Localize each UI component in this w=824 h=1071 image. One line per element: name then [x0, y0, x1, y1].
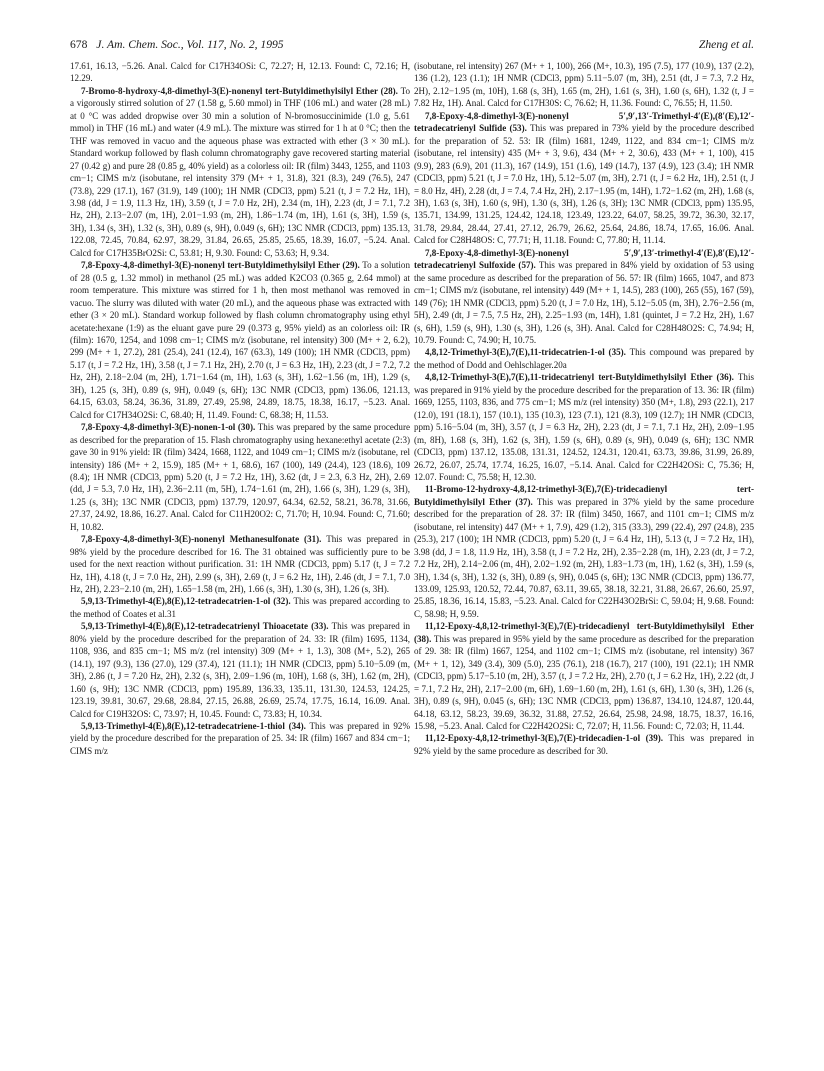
compound-heading: 11,12-Epoxy-4,8,12-trimethyl-3(E),7(E)-tridecadien-1-ol (39). [425, 733, 663, 744]
paragraph-body: This was prepared in 91% yield by the procedure described for the preparation of 13. 36: IR (film) 1669, 1255, 1103, 836, and 775 cm−1; MS m/z (rel intensity) 350 (M+, 1.8), 293 (22.1), 217 (12.0), 191 (18.1), 157 (10.1), 135 (10.3), 123 (7.1), 121 (8.3), 109 (12.7); 1H NMR (CDCl3, ppm) 5.16−5.04 (m, 3H), 3.57 (t, J = 6.3 Hz, 2H), 2.23 (dt, J = 7.1, 7.1 Hz, 2H), 2.09−1.95 (m, 8H), 1.68 (s, 3H), 1.62 (s, 3H), 1.59 (s, 6H), 0.89 (s, 9H), 0.049 (s, 6H); 13C NMR (CDCl3, ppm) 137.12, 135.08, 131.31, 124.52, 124.31, 120.41, 63.73, 39.86, 31.99, 26.89, 26.72, 26.07, 25.74, 17.74, 16.25, 16.07, −5.14. Anal. Calcd for C22H42OSi: C, 75.36; H, 12.07. Found: C, 75.58; H, 12.30. [414, 372, 754, 482]
compound-heading: 7-Bromo-8-hydroxy-4,8-dimethyl-3(E)-nonenyl tert-Butyldimethylsilyl Ether (28). [81, 85, 398, 96]
paragraph-body: This was prepared in 84% yield by oxidation of 53 using the same procedure as described for the preparation of 56. 57: IR (film) 1665, 1047, and 873 cm−1; CIMS m/z (isobutane, rel intensity) 449 (M+ + 1, 14.5), 283 (100), 265 (55), 167 (59), 149 (76); 1H NMR (CDCl3, ppm) 5.20 (t, J = 7.0 Hz, 1H), 5.12−5.05 (m, 3H), 2.76−2.56 (m, 5H), 2.49 (dt, J = 7.5, 7.5 Hz, 2H), 2.25−1.93 (m, 14H), 1.81 (quintet, J = 7.2 Hz, 2H), 1.67 (s, 6H), 1.59 (s, 9H), 1.30 (s, 3H), 1.26 (s, 3H). Anal. Calcd for C28H48O2S: C, 74.94; H, 10.79. Found: C, 74.90; H, 10.75. [414, 260, 754, 345]
paragraph [70, 595, 410, 620]
right-column [414, 60, 754, 1060]
page-number: 678 [70, 38, 88, 51]
journal-citation: J. Am. Chem. Soc., Vol. 117, No. 2, 1995 [96, 38, 284, 51]
paragraph [414, 620, 754, 732]
compound-heading: 11-Bromo-12-hydroxy-4,8,12-trimethyl-3(E),7(E)-tridecadienyl tert-Butyldimethylsilyl Ether (37). [414, 484, 754, 507]
compound-heading: 5,9,13-Trimethyl-4(E),8(E),12-tetradecatrienyl Thioacetate (33). [81, 621, 329, 632]
paragraph-body: This was prepared in 73% yield by the procedure described for the preparation of 52. 53: IR (film) 1681, 1249, 1122, and 834 cm−1; CIMS m/z (isobutane, rel intensity) 435 (M+ + 3, 9.6), 434 (M+ + 2, 30.6), 433 (M+ + 1, 100), 415 (9.9), 283 (6.9), 201 (11.3), 167 (14.9), 151 (1.6), 149 (14.7), 137 (4.9), 123 (3.4); 1H NMR (CDCl3, ppm) 5.21 (t, J = 7.0 Hz, 1H), 5.12−5.07 (m, 3H), 2.71 (t, J = 6.2 Hz, 1H), 2.51 (t, J = 8.0 Hz, 4H), 2.28 (dt, J = 7.4, 7.4 Hz, 2H), 2.17−1.95 (m, 14H), 1.72−1.62 (m, 2H), 1.68 (s, 3H), 1.63 (s, 3H), 1.60 (s, 9H), 1.30 (s, 3H), 1.26 (s, 3H); 13C NMR (CDCl3, ppm) 135.95, 135.71, 134.99, 131.25, 124.42, 124.18, 123.49, 123.22, 64.07, 58.25, 39.72, 36.30, 32.17, 31.78, 29.84, 28.44, 27.41, 27.12, 26.79, 26.62, 25.64, 24.86, 18.74, 17.65, 16.06. Anal. Calcd for C28H48OS: C, 77.71; H, 11.18. Found: C, 77.80; H, 11.14. [414, 123, 754, 246]
paragraph-body: To a vigorously stirred solution of 27 (1.58 g, 5.60 mmol) in THF (106 mL) and water (28 mL) at 0 °C was added dropwise over 30 min a solution of N-bromosuccinimide (1.0 g, 5.61 mmol) in THF (16 mL) and water (4.9 mL). The mixture was stirred for 1 h at 0 °C; then the THF was removed in vacuo and the aqueous phase was extracted with ether (3 × 30 mL). Standard workup followed by flash column chromatography gave recovered starting material 27 (0.42 g) and pure 28 (0.85 g, 40% yield) as a colorless oil: IR (film) 3443, 1255, and 1103 cm−1; CIMS m/z (isobutane, rel intensity 379 (M+ + 1, 31.8), 321 (8.3), 249 (76.5), 247 (73.8), 229 (17.1), 167 (31.9), 149 (100); 1H NMR (CDCl3, ppm) 5.21 (t, J = 7.2 Hz, 1H), 3.98 (dd, J = 1.9, 11.3 Hz, 1H), 3.59 (t, J = 7.0 Hz, 2H), 2.34 (m, 1H), 2.23 (dt, J = 7.1, 7.2 Hz, 2H), 2.13−2.07 (m, 1H), 2.01−1.93 (m, 2H), 1.86−1.74 (m, 1H), 1.61 (s, 3H), 1.59 (s, 3H), 1.34 (s, 3H), 1.32 (s, 3H), 0.89 (s, 9H), 0.049 (s, 6H); 13C NMR (CDCl3, ppm) 135.13, 122.08, 72.45, 70.84, 62.97, 38.29, 31.84, 26.65, 25.85, 25.65, 18.39, 16.07, −5.24. Anal. Calcd for C17H35BrO2Si: C, 53.81; H, 9.30. Found: C, 53.63; H, 9.34. [70, 85, 410, 258]
paragraph [414, 371, 754, 483]
paragraph-body: This was prepared in 80% yield by the procedure described for the preparation of 24. 33: IR (film) 1695, 1134, 1108, 936, and 835 cm−1; MS m/z (rel intensity) 309 (M+ + 1, 1.3), 308 (M+, 5.2), 265 (14.1), 197 (9.3), 136 (27.0), 129 (37.4), 121 (11.1); 1H NMR (CDCl3, ppm) 5.10−5.09 (m, 3H), 2.86 (t, J = 7.20 Hz, 2H), 2.32 (s, 3H), 2.09−1.96 (m, 10H), 1.68 (s, 3H), 1.62 (m, 2H), 1.60 (s, 9H); 13C NMR (CDCl3, ppm) 195.89, 136.33, 135.11, 131.30, 124.53, 124.25, 123.19, 39.81, 30.67, 29.68, 28.84, 27.15, 26.88, 26.69, 25.74, 17.75, 16.14, 16.09. Anal. Calcd for C19H32OS: C, 73.97; H, 10.45. Found: C, 73.83; H, 10.34. [70, 621, 410, 719]
compound-heading: 7,8-Epoxy-4,8-dimethyl-3(E)-nonenyl 5′,9′,13′-Trimethyl-4′(E),(8′(E),12′-tetradecatrienyl Sulfide (53). [414, 110, 754, 134]
page-header [70, 38, 754, 56]
compound-heading: 5,9,13-Trimethyl-4(E),8(E),12-tetradecatriene-1-thiol (34). [81, 721, 306, 732]
compound-heading: 7,8-Epoxy-4,8-dimethyl-3(E)-nonenyl tert-Butyldimethylsilyl Ether (29). [81, 260, 360, 271]
compound-heading: 5,9,13-Trimethyl-4(E),8(E),12-tetradecatrien-1-ol (32). [81, 596, 291, 607]
paragraph [70, 85, 410, 259]
paragraph [70, 533, 410, 595]
left-column [70, 60, 410, 1060]
paragraph-body: This compound was prepared by the method of Dodd and Oehlschlager.20a [414, 347, 754, 370]
paragraph [70, 60, 410, 85]
page-header-left [70, 38, 284, 51]
paragraph-body: This was prepared in 98% yield by the procedure described for 16. The 31 obtained was sufficiently pure to be used for the next reaction without purification. 31: 1H NMR (CDCl3, ppm) 5.17 (t, J = 7.2 Hz, 1H), 4.18 (t, J = 7.0 Hz, 2H), 2.99 (s, 3H), 2.69 (t, J = 6.2 Hz, 1H), 2.46 (dt, J = 7.1, 7.0 Hz, 2H), 2.23−2.10 (m, 2H), 1.65−1.58 (m, 2H), 1.66 (s, 3H), 1.30 (s, 3H), 1.26 (s, 3H). [70, 534, 410, 595]
paragraph [414, 346, 754, 371]
compound-heading: 4,8,12-Trimethyl-3(E),7(E),11-tridecatrienyl tert-Butyldimethylsilyl Ether (36). [425, 372, 734, 383]
paragraph [414, 60, 754, 110]
paragraph [414, 732, 754, 757]
compound-heading: 7,8-Epoxy-4,8-dimethyl-3(E)-nonenyl 5′,9′,13′-trimethyl-4′(E),8′(E),12′-tetradecatrienyl Sulfoxide (57). [414, 247, 754, 271]
paragraph [70, 720, 410, 757]
paragraph-body: 17.61, 16.13, −5.26. Anal. Calcd for C17H34OSi: C, 72.27; H, 12.13. Found: C, 72.16; H, 12.29. [70, 61, 410, 84]
paragraph-body: This was prepared in 92% yield by the same procedure as described for 30. [414, 733, 754, 756]
paragraph [414, 110, 754, 247]
paragraph [70, 259, 410, 421]
paragraph-body: (isobutane, rel intensity) 267 (M+ + 1, 100), 266 (M+, 10.3), 195 (7.5), 177 (10.9), 137 (2.2), 136 (1.2), 123 (1.1); 1H NMR (CDCl3, ppm) 5.11−5.07 (m, 3H), 2.51 (dt, J = 7.3, 7.2 Hz, 2H), 2.12−1.95 (m, 10H), 1.68 (s, 3H), 1.65 (m, 2H), 1.61 (s, 3H), 1.60 (s, 6H), 1.32 (t, J = 7.82 Hz, 1H). Anal. Calcd for C17H30S: C, 76.62; H, 11.36. Found: C, 76.55; H, 11.50. [414, 61, 754, 109]
running-authors: Zheng et al. [698, 38, 754, 51]
paragraph [414, 483, 754, 620]
compound-heading: 7,8-Epoxy-4,8-dimethyl-3(E)-nonenyl Methanesulfonate (31). [81, 534, 322, 545]
paragraph-body: This was prepared in 92% yield by the procedure described for the preparation of 25. 34: IR (film) 1667 and 834 cm−1; CIMS m/z [70, 721, 410, 756]
paragraph-body: This was prepared according to the method of Coates et al.31 [70, 596, 410, 619]
paragraph [70, 421, 410, 533]
paragraph-body: This was prepared in 95% yield by the same procedure as described for the preparation of 29. 38: IR (film) 1667, 1254, and 1102 cm−1; CIMS m/z (isobutane, rel intensity) 367 (M+ + 1, 12), 349 (3.4), 309 (5.0), 235 (76.1), 218 (16.7), 217 (100), 191 (22.1); 1H NMR (CDCl3, ppm) 5.17−5.10 (m, 2H), 3.57 (t, J = 7.2 Hz, 2H), 2.70 (t, J = 6.2 Hz, 1H), 2.22 (dt, J = 7.1, 7.2 Hz, 2H), 2.17−2.00 (m, 6H), 1.69−1.60 (m, 2H), 1.61 (s, 6H), 1.30 (s, 3H), 1.26 (s, 3H), 0.89 (s, 9H), 0.045 (s, 6H); 13C NMR (CDCl3, ppm) 136.87, 134.10, 124.87, 120.44, 64.18, 63.12, 58.23, 39.69, 36.32, 31.88, 27.52, 26.64, 25.98, 24.98, 18.75, 18.37, 16.16, 15.98, −5.23. Anal. Calcd for C22H42O2Si: C, 72.07; H, 11.56. Found: C, 72.03; H, 11.44. [414, 633, 754, 732]
paragraph-body: This was prepared by the same procedure as described for the preparation of 15. Flash chromatography using hexane:ethyl acetate (2:3) gave 30 in 91% yield: IR (film) 3424, 1668, 1122, and 1049 cm−1; CIMS m/z (isobutane, rel intensity) 186 (M+ + 2, 15.9), 185 (M+ + 1, 68.6), 167 (100), 149 (24.4), 123 (18.6), 109 (8.4); 1H NMR (CDCl3, ppm) 5.20 (t, J = 7.2 Hz, 1H), 3.62 (dt, J = 2.3, 6.3 Hz, 2H), 2.69 (dd, J = 5.3, 7.0 Hz, 1H), 2.36−2.11 (m, 5H), 1.74−1.61 (m, 2H), 1.66 (s, 3H), 1.29 (s, 3H), 1.25 (s, 3H); 13C NMR (CDCl3, ppm) 137.79, 120.97, 64.34, 62.52, 58.21, 36.78, 31.66, 27.37, 24.92, 18.86, 16.27. Anal. Calcd for C11H20O2: C, 71.70; H, 10.94. Found: C, 71.60; H, 10.82. [70, 422, 410, 532]
paragraph-body: To a solution of 28 (0.5 g, 1.32 mmol) in methanol (25 mL) was added K2CO3 (0.365 g, 2.64 mmol) at room temperature. This mixture was stirred for 1 h, then most methanol was removed in vacuo. The slurry was diluted with water (20 mL), and the aqueous phase was extracted with ether (3 × 20 mL). Standard workup followed by flash column chromatography using ethyl acetate:hexane (1:9) as the eluant gave pure 29 (0.373 g, 95% yield) as an colorless oil: IR (film): 1670, 1254, and 1098 cm−1; CIMS m/z (isobutane, rel intensity) 300 (M+ + 2, 6.2), 299 (M+ + 1, 27.2), 281 (25.4), 241 (12.4), 167 (63.3), 149 (100); 1H NMR (CDCl3, ppm) 5.17 (t, J = 7.2 Hz, 1H), 3.58 (t, J = 7.1 Hz, 2H), 2.70 (t, J = 6.3 Hz, 1H), 2.23 (dt, J = 7.2, 7.2 Hz, 2H), 2.18−2.04 (m, 2H), 1.71−1.64 (m, 1H), 1.63 (s, 3H), 1.62−1.56 (m, 1H), 1.29 (s, 3H), 1.25 (s, 3H), 0.89 (s, 9H), 0.049 (s, 6H); 13C NMR (CDCl3, ppm) 136.06, 121.13, 64.15, 63.03, 58.24, 36.36, 31.89, 27.49, 25.98, 24.89, 18.75, 18.38, 16.17, −5.23. Anal. Calcd for C17H34O2Si: C, 68.40; H, 11.49. Found: C, 68.38; H, 11.53. [70, 260, 410, 420]
compound-heading: 7,8-Epoxy-4,8-dimethyl-3(E)-nonen-1-ol (30). [81, 422, 256, 433]
paragraph [70, 620, 410, 720]
paragraph-body: This was prepared in 37% yield by the same procedure described for the preparation of 28. 37: IR (film) 3450, 1667, and 1101 cm−1; CIMS m/z (isobutane, rel intensity) 447 (M+ + 1, 7.9), 429 (1.2), 315 (33.3), 299 (22.4), 297 (24.8), 235 (25.3), 217 (100); 1H NMR (CDCl3, ppm) 5.20 (t, J = 6.4 Hz, 1H), 5.13 (t, J = 7.2 Hz, 1H), 3.98 (dd, J = 1.8, 11.9 Hz, 1H), 3.58 (t, J = 7.2 Hz, 2H), 2.35−2.28 (m, 1H), 2.23 (dt, J = 7.2, 7.2 Hz, 2H), 2.14−2.06 (m, 4H), 2.02−1.92 (m, 2H), 1.83−1.73 (m, 1H), 1.62 (s, 3H), 1.59 (s, 3H), 1.34 (s, 3H), 1.32 (s, 3H), 0.89 (s, 9H), 0.045 (s, 6H); 13C NMR (CDCl3, ppm) 136.77, 133.09, 125.93, 120.52, 72.44, 70.87, 63.11, 39.65, 38.18, 32.21, 31.88, 26.67, 26.60, 25.97, 25.85, 18.36, 16.14, 15.83, −5.23. Anal. Calcd for C22H43O2BrSi: C, 59.04; H, 9.68. Found: C, 58.98; H, 9.59. [414, 496, 754, 619]
compound-heading: 4,8,12-Trimethyl-3(E),7(E),11-tridecatrien-1-ol (35). [425, 347, 626, 358]
paragraph [414, 247, 754, 347]
compound-heading: 11,12-Epoxy-4,8,12-trimethyl-3(E),7(E)-tridecadienyl tert-Butyldimethylsilyl Ether (38). [414, 621, 754, 644]
